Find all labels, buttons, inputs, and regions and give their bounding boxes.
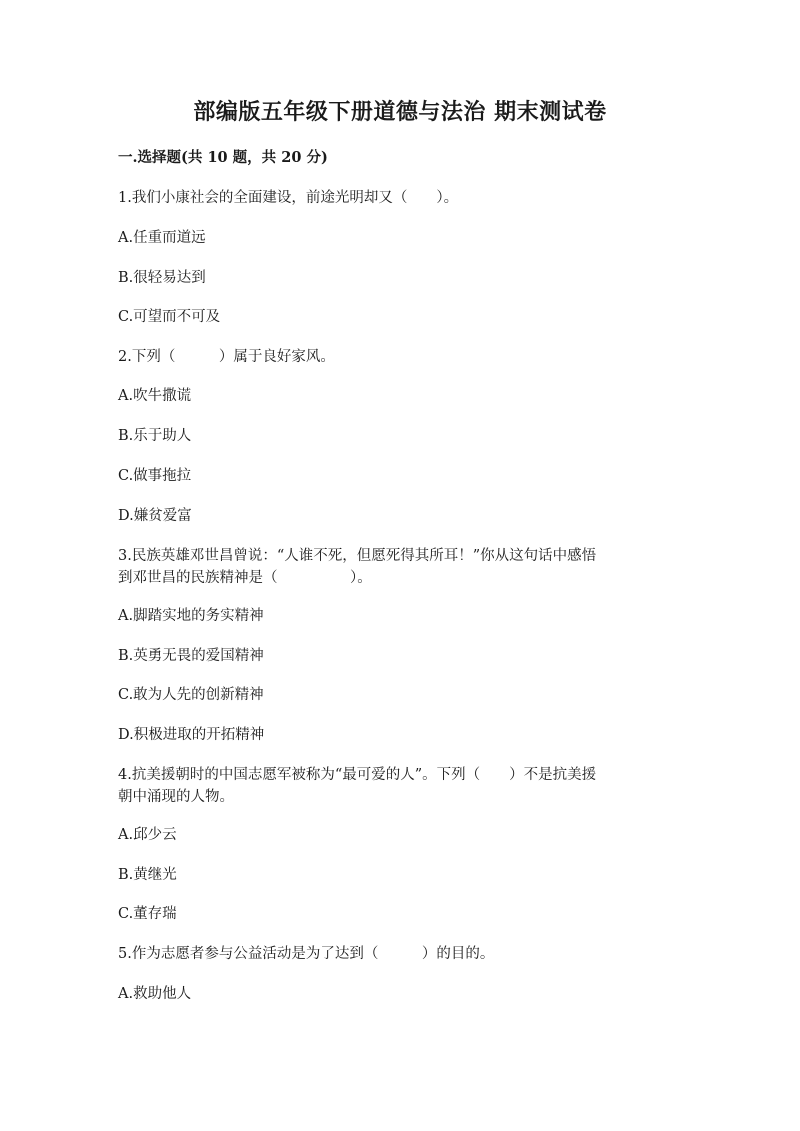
question-5-stem: 5.作为志愿者参与公益活动是为了达到（ ）的目的。: [118, 946, 495, 962]
question-4-stem-line-2: 朝中涌现的人物。: [118, 789, 234, 805]
question-4-option-c: C.董存瑞: [118, 906, 177, 922]
question-1-stem: 1.我们小康社会的全面建设，前途光明却又（ ）。: [118, 190, 459, 206]
question-4-stem-line-1: 4.抗美援朝时的中国志愿军被称为“最可爱的人”。下列（ ）不是抗美援: [118, 767, 597, 783]
question-2-stem: 2.下列（ ）属于良好家风。: [118, 349, 335, 365]
question-1-option-b: B.很轻易达到: [118, 270, 206, 286]
question-3-stem-line-1: 3.民族英雄邓世昌曾说：“人谁不死，但愿死得其所耳！”你从这句话中感悟: [118, 548, 597, 564]
question-1-option-c: C.可望而不可及: [118, 309, 221, 325]
question-4-option-a: A.邱少云: [118, 827, 177, 843]
question-2-option-d: D.嫌贫爱富: [118, 508, 192, 524]
question-2-option-b: B.乐于助人: [118, 428, 192, 444]
question-3-option-a: A.脚踏实地的务实精神: [118, 608, 264, 624]
question-3-stem: [118, 545, 678, 589]
question-4-stem: [118, 764, 678, 808]
question-3-option-c: C.敢为人先的创新精神: [118, 687, 264, 703]
page-title: 部编版五年级下册道德与法治 期末测试卷: [193, 99, 607, 125]
question-3-option-b: B.英勇无畏的爱国精神: [118, 648, 264, 664]
question-1-option-a: A.任重而道远: [118, 230, 206, 246]
question-5-option-a: A.救助他人: [118, 986, 192, 1002]
question-4-option-b: B.黄继光: [118, 867, 177, 883]
section-heading: 一.选择题(共 10 题，共 20 分): [118, 149, 328, 166]
question-3-option-d: D.积极进取的开拓精神: [118, 727, 265, 743]
question-3-stem-line-2: 到邓世昌的民族精神是（ ）。: [118, 570, 372, 586]
question-2-option-c: C.做事拖拉: [118, 468, 192, 484]
question-2-option-a: A.吹牛撒谎: [118, 388, 192, 404]
